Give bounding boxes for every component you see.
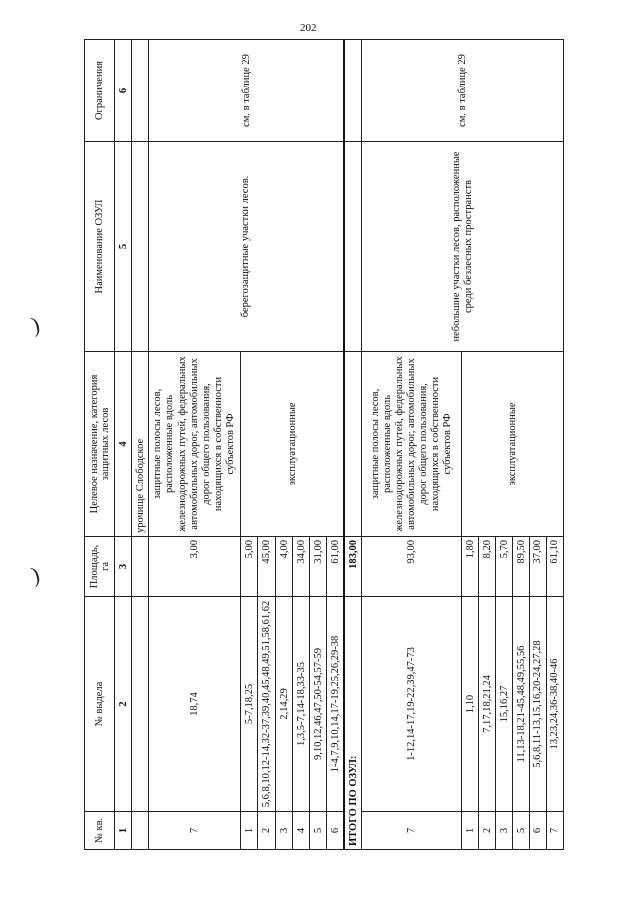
cell-kv: 6 — [529, 812, 546, 850]
cell-purpose: эксплуатационные — [241, 352, 345, 537]
cell-area: 45,00 — [258, 537, 276, 597]
cell-ozul: берегозащитные участки лесов. — [149, 142, 345, 352]
binder-hole-mark: ) — [28, 561, 43, 588]
cell-area: 31,00 — [310, 537, 327, 597]
cell-area: 61,00 — [327, 537, 345, 597]
cell-area: 1,80 — [462, 537, 479, 597]
cell-kv: 2 — [258, 812, 276, 850]
cell-vydel: 15,16,27 — [496, 597, 513, 812]
cell-kv: 6 — [327, 812, 345, 850]
cell-vydel: 11,13-18,21-45,48,49,55,56 — [513, 597, 530, 812]
cell-area: 4,00 — [276, 537, 293, 597]
column-number-row — [115, 40, 132, 850]
cell-area: 37,00 — [529, 537, 546, 597]
cell-kv: 4 — [293, 812, 310, 850]
cell-area: 89,50 — [513, 537, 530, 597]
col-num: 2 — [115, 597, 132, 812]
table-row — [149, 40, 241, 850]
col-num: 4 — [115, 352, 132, 537]
cell-vydel: 18,74 — [149, 597, 241, 812]
header-limits: Ограничения — [85, 40, 115, 142]
cell-vydel: 13,23,24,36-38,40-46 — [546, 597, 563, 812]
header-area: Площадь, га — [85, 537, 115, 597]
cell-vydel: 1,10 — [462, 597, 479, 812]
cell-area: 5,70 — [496, 537, 513, 597]
cell-area: 5,00 — [241, 537, 258, 597]
cell-kv: 3 — [276, 812, 293, 850]
cell-area: 3,00 — [149, 537, 241, 597]
cell-vydel: 5,6,8,10,12-14,32-37,39,40,45,48,49,51,58,61,62 — [258, 597, 276, 812]
total-area: 183,00 — [344, 537, 362, 597]
header-row — [85, 40, 115, 850]
cell-purpose: защитные полосы лесов, расположенные вдоль железнодорожных путей, федеральных автомобильных дорог, автомобильных дорог общего пользования, находящихся в собственности субъектов РФ — [149, 352, 241, 537]
cell-kv: 1 — [241, 812, 258, 850]
cell-kv: 5 — [310, 812, 327, 850]
header-vydel: № выдела — [85, 597, 115, 812]
cell-vydel: 5,6,8,11-13,15,16,20-24,27,28 — [529, 597, 546, 812]
header-kv: № кв. — [85, 812, 115, 850]
cell-kv: 3 — [496, 812, 513, 850]
cell-area: 34,00 — [293, 537, 310, 597]
cell-purpose: эксплуатационные — [462, 352, 564, 537]
ozul-table — [84, 39, 564, 850]
tract-name: урочище Слободское — [132, 352, 149, 537]
cell-kv: 2 — [479, 812, 496, 850]
cell-vydel: 1-12,14-17,19-22,39,47-73 — [362, 597, 462, 812]
table-row — [362, 40, 462, 850]
col-num: 1 — [115, 812, 132, 850]
tract-row — [132, 40, 149, 850]
cell-area: 61,10 — [546, 537, 563, 597]
cell-limits: см. в таблице 29 — [362, 40, 564, 142]
cell-kv: 1 — [462, 812, 479, 850]
header-purpose: Целевое назначение, категория защитных лесов — [85, 352, 115, 537]
cell-kv: 7 — [362, 812, 462, 850]
cell-vydel: 1,3,5-7,14-18,33-35 — [293, 597, 310, 812]
col-num: 6 — [115, 40, 132, 142]
total-label: ИТОГО ПО ОЗУЛ: — [344, 597, 362, 850]
cell-purpose: защитные полосы лесов, расположенные вдоль железнодорожных путей, федеральных автомобильных дорог, автомобильных дорог общего пользования, находящихся в собственности субъектов РФ — [362, 352, 462, 537]
cell-vydel: 1-4,7,9,10,14,17-19,25,26,29-38 — [327, 597, 345, 812]
total-row — [344, 40, 362, 850]
cell-vydel: 7,17,18,21,24 — [479, 597, 496, 812]
cell-kv: 7 — [149, 812, 241, 850]
rotated-table — [84, 40, 564, 850]
binder-hole-mark: ) — [28, 311, 43, 338]
cell-limits: см. в таблице 29 — [149, 40, 345, 142]
col-num: 3 — [115, 537, 132, 597]
cell-kv: 5 — [513, 812, 530, 850]
cell-vydel: 2,14,29 — [276, 597, 293, 812]
col-num: 5 — [115, 142, 132, 352]
page-number: 202 — [300, 22, 317, 34]
cell-kv: 7 — [546, 812, 563, 850]
cell-area: 8,20 — [479, 537, 496, 597]
cell-area: 93,00 — [362, 537, 462, 597]
cell-vydel: 5-7,18,25 — [241, 597, 258, 812]
cell-vydel: 9,10,12,46,47,50-54,57-59 — [310, 597, 327, 812]
header-ozul: Наименование ОЗУЛ — [85, 142, 115, 352]
cell-ozul: небольшие участки лесов, расположенные среди безлесных пространств — [362, 142, 564, 352]
